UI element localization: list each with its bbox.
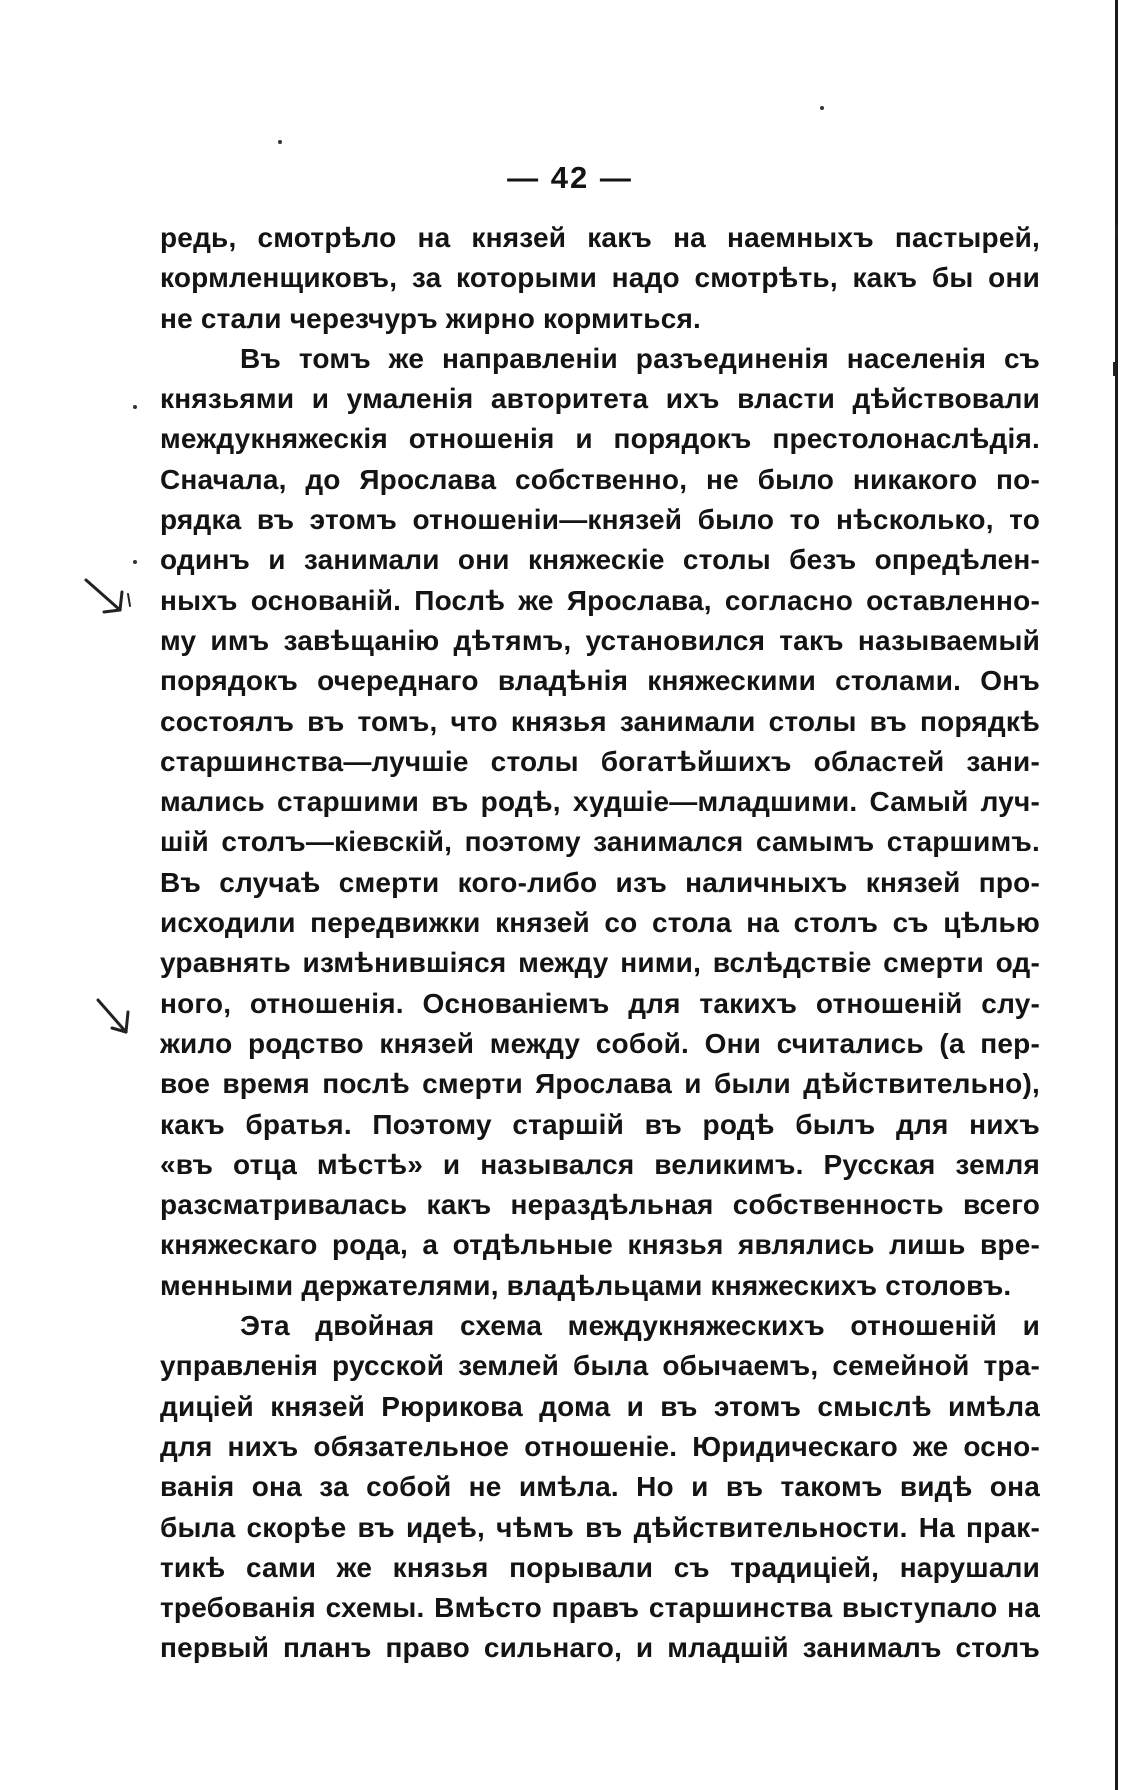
speck bbox=[820, 106, 824, 110]
page-number: — 42 — bbox=[507, 160, 633, 195]
text-line: разсматривалась какъ нераздѣльная собственность всего bbox=[160, 1189, 1040, 1221]
text-line: ванія она за собой не имѣла. Но и въ такомъ видѣ она bbox=[160, 1471, 1040, 1503]
text-line: для нихъ обязательное отношеніе. Юридическаго же осно- bbox=[160, 1430, 1040, 1462]
text-line: тикѣ сами же князья порывали съ традиціей, нарушали bbox=[160, 1551, 1040, 1583]
text-line: какъ братья. Поэтому старшій въ родѣ былъ для нихъ bbox=[160, 1108, 1040, 1140]
text-line: кормленщиковъ, за которыми надо смотрѣть, какъ бы они bbox=[160, 262, 1040, 294]
text-line: князьями и умаленія авторитета ихъ власти дѣйствовали bbox=[160, 383, 1040, 415]
text-line: княжескаго рода, а отдѣльные князья являлись лишь вре- bbox=[160, 1229, 1040, 1261]
text-line: шій столъ—кіевскій, поэтому занимался самымъ старшимъ. bbox=[160, 826, 1040, 858]
text-line: требованія схемы. Вмѣсто правъ старшинства выступало на bbox=[160, 1592, 1040, 1624]
text-line: жило родство князей между собой. Они считались (а пер- bbox=[160, 1027, 1040, 1059]
text-line: Сначала, до Ярослава собственно, не было никакого по- bbox=[160, 463, 1040, 495]
speck bbox=[133, 560, 137, 564]
text-line: была скорѣе въ идеѣ, чѣмъ въ дѣйствительности. На прак- bbox=[160, 1511, 1040, 1543]
text-line: состоялъ въ томъ, что князья занимали столы въ порядкѣ bbox=[160, 705, 1040, 737]
text-line: управленія русской землей была обычаемъ, семейной тра- bbox=[160, 1350, 1040, 1382]
text-line: порядокъ очереднаго владѣнія княжескими столами. Онъ bbox=[160, 665, 1040, 697]
text-line: не стали черезчуръ жирно кормиться. bbox=[160, 302, 701, 334]
speck bbox=[133, 405, 137, 409]
text-line: вое время послѣ смерти Ярослава и были дѣйствительно), bbox=[160, 1068, 1040, 1100]
text-line: исходили передвижки князей со стола на столъ съ цѣлью bbox=[160, 907, 1040, 939]
text-line: диціей князей Рюрикова дома и въ этомъ смыслѣ имѣла bbox=[160, 1390, 1040, 1422]
text-line: менными держателями, владѣльцами княжескихъ столовъ. bbox=[160, 1269, 1012, 1301]
body-text bbox=[160, 218, 1040, 1669]
text-line: ныхъ основаній. Послѣ же Ярослава, согласно оставленно- bbox=[160, 584, 1040, 616]
text-line: рядка въ этомъ отношеніи—князей было то нѣсколько, то bbox=[160, 504, 1040, 536]
speck bbox=[278, 140, 282, 144]
text-line: «въ отца мѣстѣ» и назывался великимъ. Русская земля bbox=[160, 1148, 1040, 1180]
page-right-edge bbox=[1115, 0, 1118, 1790]
text-line: первый планъ право сильнаго, и младшій занималъ столъ bbox=[160, 1632, 1040, 1664]
edge-tick bbox=[1115, 225, 1118, 239]
text-line: ного, отношенія. Основаніемъ для такихъ отношеній слу- bbox=[160, 987, 1040, 1019]
text-line: уравнять измѣнившіяся между ними, вслѣдствіе смерти од- bbox=[160, 947, 1040, 979]
text-line: Въ томъ же направленіи разъединенія населенія съ bbox=[240, 342, 1040, 374]
text-line: Въ случаѣ смерти кого-либо изъ наличныхъ князей про- bbox=[160, 866, 1040, 898]
text-line: му имъ завѣщанію дѣтямъ, установился такъ называемый bbox=[160, 624, 1040, 656]
edge-tick bbox=[1113, 362, 1116, 376]
text-line: мались старшими въ родѣ, худшіе—младшими. Самый луч- bbox=[160, 786, 1040, 818]
text-line: Эта двойная схема междукняжескихъ отношеній и bbox=[240, 1310, 1040, 1342]
text-line: редь, смотрѣло на князей какъ на наемныхъ пастырей, bbox=[160, 222, 1040, 253]
handwritten-arrow-mark bbox=[82, 570, 142, 630]
text-line: междукняжескія отношенія и порядокъ престолонаслѣдія. bbox=[160, 423, 1040, 455]
text-line: старшинства—лучшіе столы богатѣйшихъ областей зани- bbox=[160, 745, 1040, 777]
text-line: одинъ и занимали они княжескіе столы безъ опредѣлен- bbox=[160, 544, 1040, 576]
handwritten-arrow-mark bbox=[92, 988, 152, 1048]
